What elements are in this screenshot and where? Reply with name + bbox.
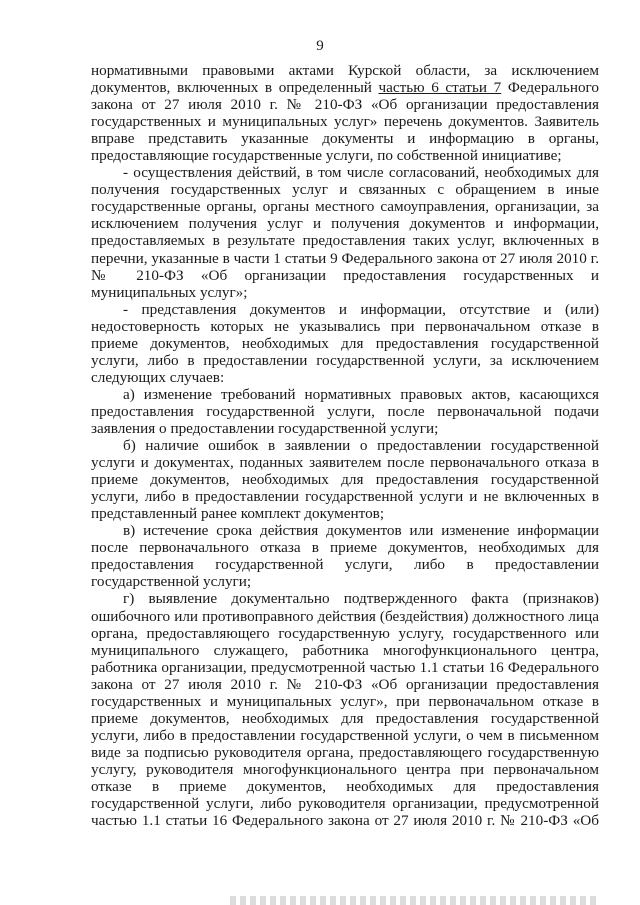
document-body (91, 62, 599, 829)
paragraph-4 (91, 386, 599, 437)
paragraph-7 (91, 590, 599, 829)
paragraph-text: Федерального закона от 27 июля 2010 г. № 210-ФЗ «Об организации предоставления государственных и муниципальных услуг» перечень документов. Заявитель вправе представить указанные документы и информацию в органы, предоставляющие государственные услуги, по собственной инициативе; (91, 79, 599, 165)
paragraph-text: - представления документов и информации, отсутствие и (или) недостоверность которых не указывались при первоначальном отказе в приеме документов, необходимых для предоставления государственной услуги, либо в предоставлении государственной услуги, за исключением следующих случаев: (91, 300, 599, 386)
paragraph-text: г) выявление документально подтвержденного факта (признаков) ошибочного или противоправного действия (бездействия) должностного лица органа, предоставляющего государственную услугу, государственного или муниципального служащего, работника многофункционального центра, работника организации, предусмотренной частью 1.1 статьи 16 Федерального закона от 27 июля 2010 г. № 210-ФЗ «Об организации предоставления государственных и муниципальных услуг», при первоначальном отказе в приеме документов, необходимых для предоставления государственной услуги, либо в предоставлении государственной услуги, о чем в письменном виде за подписью руководителя органа, предоставляющего государственную услугу, руководителя многофункционального центра при первоначальном отказе в приеме документов, необходимых для предоставления государственной услуги, либо руководителя организации, предусмотренной частью 1.1 статьи 16 Федерального закона от 27 июля 2010 г. № 210-ФЗ «Об (91, 590, 599, 830)
paragraph-text: - осуществления действий, в том числе согласований, необходимых для получения государственных услуг и связанных с обращением в иные государственные органы, органы местного самоуправления, организации, за исключением получения услуг и получения документов и информации, предоставляемых в результате предоставления таких услуг, включенных в перечни, указанные в части 1 статьи 9 Федерального закона от 27 июля 2010 г. № 210-ФЗ «Об организации предоставления государственных и муниципальных услуг»; (91, 164, 599, 301)
paragraph-1 (91, 62, 599, 164)
paragraph-text: в) истечение срока действия документов или изменение информации после первоначального отказа в приеме документов, необходимых для предоставления государственной услуги, либо в предоставлении государственной услуги; (91, 522, 599, 591)
paragraph-2 (91, 164, 599, 300)
paragraph-3 (91, 301, 599, 386)
paragraph-5 (91, 437, 599, 522)
paragraph-text: а) изменение требований нормативных правовых актов, касающихся предоставления государственной услуги, после первоначальной подачи заявления о предоставлении государственной услуги; (91, 385, 599, 437)
page-number: 9 (316, 38, 324, 54)
paragraph-text: нормативными правовыми актами Курской области, за исключением документов, включенных в определенный (91, 62, 599, 97)
law-reference-link: частью 6 статьи 7 (378, 79, 502, 97)
paragraph-text: б) наличие ошибок в заявлении о предоставлении государственной услуги и документах, поданных заявителем после первоначального отказа в приеме документов, необходимых для предоставления государственной услуги, либо в предоставлении государственной услуги и не включенных в представленный ранее комплект документов; (91, 437, 599, 523)
scan-stamp-artifact (230, 896, 600, 905)
paragraph-6 (91, 522, 599, 590)
